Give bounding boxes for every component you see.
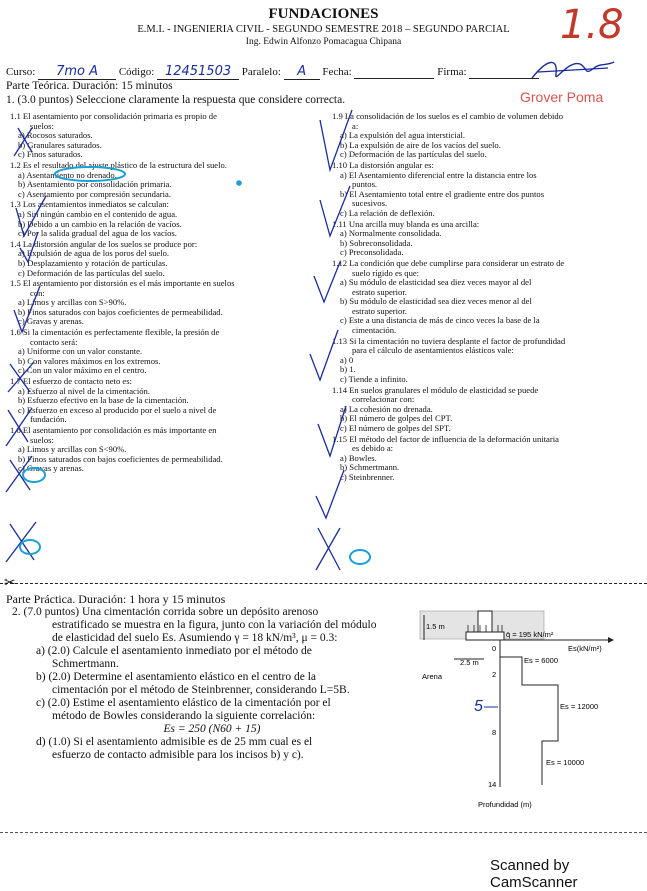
question-stem: 1.2 Es el resultado del ajuste plástico de la estructura del suelo. — [10, 160, 227, 170]
question-line: c) Con un valor máximo en el centro. — [18, 366, 147, 376]
question-line: b) Asentamiento por consolidación primaria. — [18, 180, 172, 190]
question-line: a) La cohesión no drenada. — [340, 404, 433, 414]
tick-14: 14 — [488, 780, 497, 789]
curso-value: 7mo A — [38, 64, 116, 80]
question-stem: 1.1 El asentamiento por consolidación primaria es propio de — [10, 112, 217, 121]
question-line: suelo rígido es que: — [352, 268, 420, 278]
question-line: c) Gravas y arenas. — [18, 464, 84, 474]
question-line: a: — [352, 121, 359, 131]
practice-heading: Parte Práctica. Duración: 1 hora y 15 minutos — [6, 592, 226, 606]
theory-heading: Parte Teórica. Duración: 15 minutos — [6, 80, 173, 92]
question-line: para el cálculo de asentamientos elásticos vale: — [352, 346, 514, 356]
theory-right-column — [332, 112, 632, 484]
question-line: c) Deformación de las partículas del suelo. — [18, 268, 165, 278]
fecha-field — [354, 66, 434, 79]
question-block — [10, 161, 290, 199]
paralelo-value: A — [284, 64, 320, 80]
exam-title: FUNDACIONES — [268, 6, 379, 22]
question-line: c) Esfuerzo en exceso al producido por el suelo a nivel de — [18, 405, 217, 415]
depth-1-label: 1.5 m — [426, 622, 445, 631]
scanner-watermark: Scanned by CamScanner — [490, 857, 578, 891]
question-line: puntos. — [352, 180, 378, 190]
question-line: a) 0 — [340, 355, 354, 365]
soil-label: Arena — [422, 672, 443, 681]
question-line: suelos: — [30, 435, 54, 445]
question-line: b) Debido a un cambio en la relación de vacíos. — [18, 219, 182, 229]
question-block — [10, 240, 290, 278]
question-line: a) Su módulo de elasticidad sea diez veces mayor al del — [340, 278, 532, 288]
question-line: suelos: — [30, 121, 54, 131]
width-label: 2.5 m — [460, 658, 479, 667]
depth-axis-label: Profundidad (m) — [478, 800, 532, 809]
question-line: estrato superior. — [352, 306, 407, 316]
question-line: a) Limos y arcillas con S>90%. — [18, 298, 127, 308]
signature — [528, 54, 618, 84]
firma-label: Firma: — [437, 66, 467, 78]
question-block — [332, 259, 632, 336]
practice-problem — [12, 606, 412, 762]
practice-line: de elasticidad del suelo Es. Asumiendo γ = 18 kN/m³, μ = 0.3: — [52, 632, 338, 644]
question-text: (3.0 puntos) Seleccione claramente la respuesta que considere correcta. — [17, 94, 346, 106]
question-line: c) Gravas y arenas. — [18, 317, 84, 327]
question-block — [332, 337, 632, 385]
practice-line: esfuerzo de contacto admisible para los incisos b) y c). — [52, 749, 304, 761]
question-stem: 1.8 El asentamiento por consolidación es más importante en — [10, 426, 217, 435]
practice-line: Schmertmann. — [52, 658, 119, 670]
question-line: b) Desplazamiento y rotación de partículas. — [18, 258, 168, 268]
layer3-label: Es = 10000 — [546, 758, 585, 767]
question-line: b) Esfuerzo efectivo en la base de la cimentación. — [18, 396, 189, 406]
practice-line: Es = 250 (N60 + 15) — [163, 723, 261, 735]
practice-line: 2. (7.0 puntos) Una cimentación corrida sobre un depósito arenoso — [12, 606, 319, 618]
question-line: b) El Asentamiento total entre el gradiente entre dos puntos — [340, 189, 545, 199]
practice-line: b) (2.0) Determine el asentamiento elástico en el centro de la — [36, 671, 317, 683]
student-name-stamp: Grover Poma — [520, 89, 604, 105]
exam-subtitle: E.M.I. - INGENIERIA CIVIL - SEGUNDO SEMESTRE 2018 – SEGUNDO PARCIAL — [137, 24, 510, 35]
question-line: a) Uniforme con un valor constante. — [18, 347, 143, 357]
question-stem: 1.3 Los asentamientos inmediatos se calculan: — [10, 200, 169, 210]
question-line: c) Deformación de las partículas del suelo. — [340, 150, 487, 160]
grade-mark: 1.8 — [560, 2, 624, 48]
question-line: b) Con valores máximos en los extremos. — [18, 356, 161, 366]
question-stem: 1.6 Si la cimentación es perfectamente flexible, la presión de — [10, 328, 220, 338]
layer1-label: Es = 6000 — [524, 656, 558, 665]
question-line: a) Normalmente consolidada. — [340, 229, 442, 239]
codigo-value: 12451503 — [157, 64, 239, 80]
question-block — [332, 161, 632, 219]
question-line: contacto será: — [30, 337, 78, 347]
question-line: es debido a: — [352, 444, 394, 454]
question-line: a) Esfuerzo al nivel de la cimentación. — [18, 386, 150, 396]
question-line: cimentación. — [352, 326, 397, 336]
layer2-label: Es = 12000 — [560, 702, 599, 711]
practice-line: a) (2.0) Calcule el asentamiento inmediato por el método de — [36, 645, 312, 657]
question-line: con: — [30, 288, 45, 298]
question-line: a) Expulsión de agua de los poros del suelo. — [18, 249, 170, 259]
question-line: b) Finos saturados con bajos coeficientes de permeabilidad. — [18, 454, 223, 464]
question-line: b) 1. — [340, 365, 356, 375]
question-line: c) Este a una distancia de más de cinco veces la base de la — [340, 316, 540, 326]
question-block — [10, 279, 290, 327]
question-line: b) Su módulo de elasticidad sea diez veces menor al del — [340, 297, 532, 307]
question-block — [332, 386, 632, 434]
question-stem: 1.15 El método del factor de influencia de la deformación unitaria — [332, 434, 559, 444]
practice-line: d) (1.0) Si el asentamiento admisible es de 25 mm cual es el — [36, 736, 313, 748]
tick-8: 8 — [492, 728, 497, 737]
question-line: b) Sobreconsolidada. — [340, 238, 413, 248]
soil-profile-figure — [418, 607, 644, 822]
question-stem: 1.12 La condición que debe cumplirse para considerar un estrato de — [332, 258, 565, 268]
practice-line: c) (2.0) Estime el asentamiento elástico de la cimentación por el — [36, 697, 331, 709]
question-line: b) La expulsión de aire de los vacíos del suelo. — [340, 140, 501, 150]
question-line: fundación. — [30, 415, 67, 425]
theory-question — [6, 94, 345, 106]
question-line: c) Asentamiento por compresión secundaria. — [18, 189, 171, 199]
question-line: a) La expulsión del agua intersticial. — [340, 131, 466, 141]
question-block — [332, 112, 632, 160]
question-block — [10, 200, 290, 238]
pressure-label: q̄ = 195 kN/m² — [506, 630, 554, 639]
theory-left-column — [10, 112, 290, 475]
instructor-name: Ing. Edwin Alfonzo Pomacagua Chipana — [245, 37, 402, 47]
question-line: a) Rocosos saturados. — [18, 131, 93, 141]
question-line: estrato superior. — [352, 287, 407, 297]
tick-2: 2 — [492, 670, 497, 679]
question-block — [332, 220, 632, 258]
practice-line: cimentación por el método de Steinbrenner, considerando L=5B. — [52, 684, 350, 696]
codigo-label: Código: — [118, 66, 155, 78]
question-line: b) Granulares saturados. — [18, 140, 102, 150]
practice-line: estratificado se muestra en la figura, junto con la variación del módulo — [52, 619, 377, 631]
question-stem: 1.4 La distorsión angular de los suelos se produce por: — [10, 239, 198, 249]
question-line: a) El Asentamiento diferencial entre la distancia entre los — [340, 170, 537, 180]
question-stem: 1.10 La distorsión angular es: — [332, 160, 434, 170]
curso-label: Curso: — [6, 66, 36, 78]
paralelo-label: Paralelo: — [241, 66, 281, 78]
header-row — [6, 64, 539, 80]
tick-0: 0 — [492, 644, 497, 653]
question-line: c) Steinbrenner. — [340, 472, 395, 482]
question-line: c) Finos saturados. — [18, 150, 83, 160]
question-block — [10, 426, 290, 474]
question-number: 1. — [6, 94, 15, 106]
question-line: a) Sin ningún cambio en el contenido de agua. — [18, 209, 178, 219]
question-line: c) La relación de deflexión. — [340, 208, 435, 218]
question-block — [332, 435, 632, 483]
question-block — [10, 377, 290, 425]
question-line: c) Tiende a infinito. — [340, 375, 408, 385]
question-line: b) Finos saturados con bajos coeficientes de permeabilidad. — [18, 307, 223, 317]
practice-line: método de Bowles considerando la siguiente correlación: — [52, 710, 316, 722]
question-line: correlacionar con: — [352, 395, 415, 405]
question-line: b) El número de golpes del CPT. — [340, 414, 453, 424]
question-stem: 1.5 El asentamiento por distorsión es el más importante en suelos — [10, 279, 235, 289]
fecha-label: Fecha: — [322, 66, 352, 78]
question-block — [10, 328, 290, 376]
question-line: c) Preconsolidada. — [340, 248, 404, 258]
question-line: a) Bowles. — [340, 453, 377, 463]
question-line: c) Por la salida gradual del agua de los vacíos. — [18, 229, 177, 239]
question-block — [10, 112, 290, 160]
bottom-cut-line — [0, 832, 647, 833]
question-stem: 1.7 El esfuerzo de contacto neto es: — [10, 377, 132, 387]
question-line: b) Schmertmann. — [340, 463, 400, 473]
question-line: c) El número de golpes del SPT. — [340, 424, 451, 433]
cut-line — [0, 583, 647, 584]
question-stem: 1.13 Si la cimentación no tuviera desplante el factor de profundidad — [332, 336, 566, 346]
question-stem: 1.14 En suelos granulares el módulo de elasticidad se puede — [332, 385, 539, 395]
handwritten-note: 5 — [474, 698, 483, 715]
question-line: a) Limos y arcillas con S<90%. — [18, 445, 127, 455]
question-stem: 1.9 La consolidación de los suelos es el cambio de volumen debido — [332, 112, 564, 121]
question-line: sucesivos. — [352, 199, 388, 209]
scissors-icon: ✂ — [4, 576, 16, 591]
question-stem: 1.11 Una arcilla muy blanda es una arcilla: — [332, 219, 480, 229]
es-axis-label: Es(kN/m²) — [568, 644, 602, 653]
question-line: a) Asentamiento no drenado. — [18, 170, 117, 180]
